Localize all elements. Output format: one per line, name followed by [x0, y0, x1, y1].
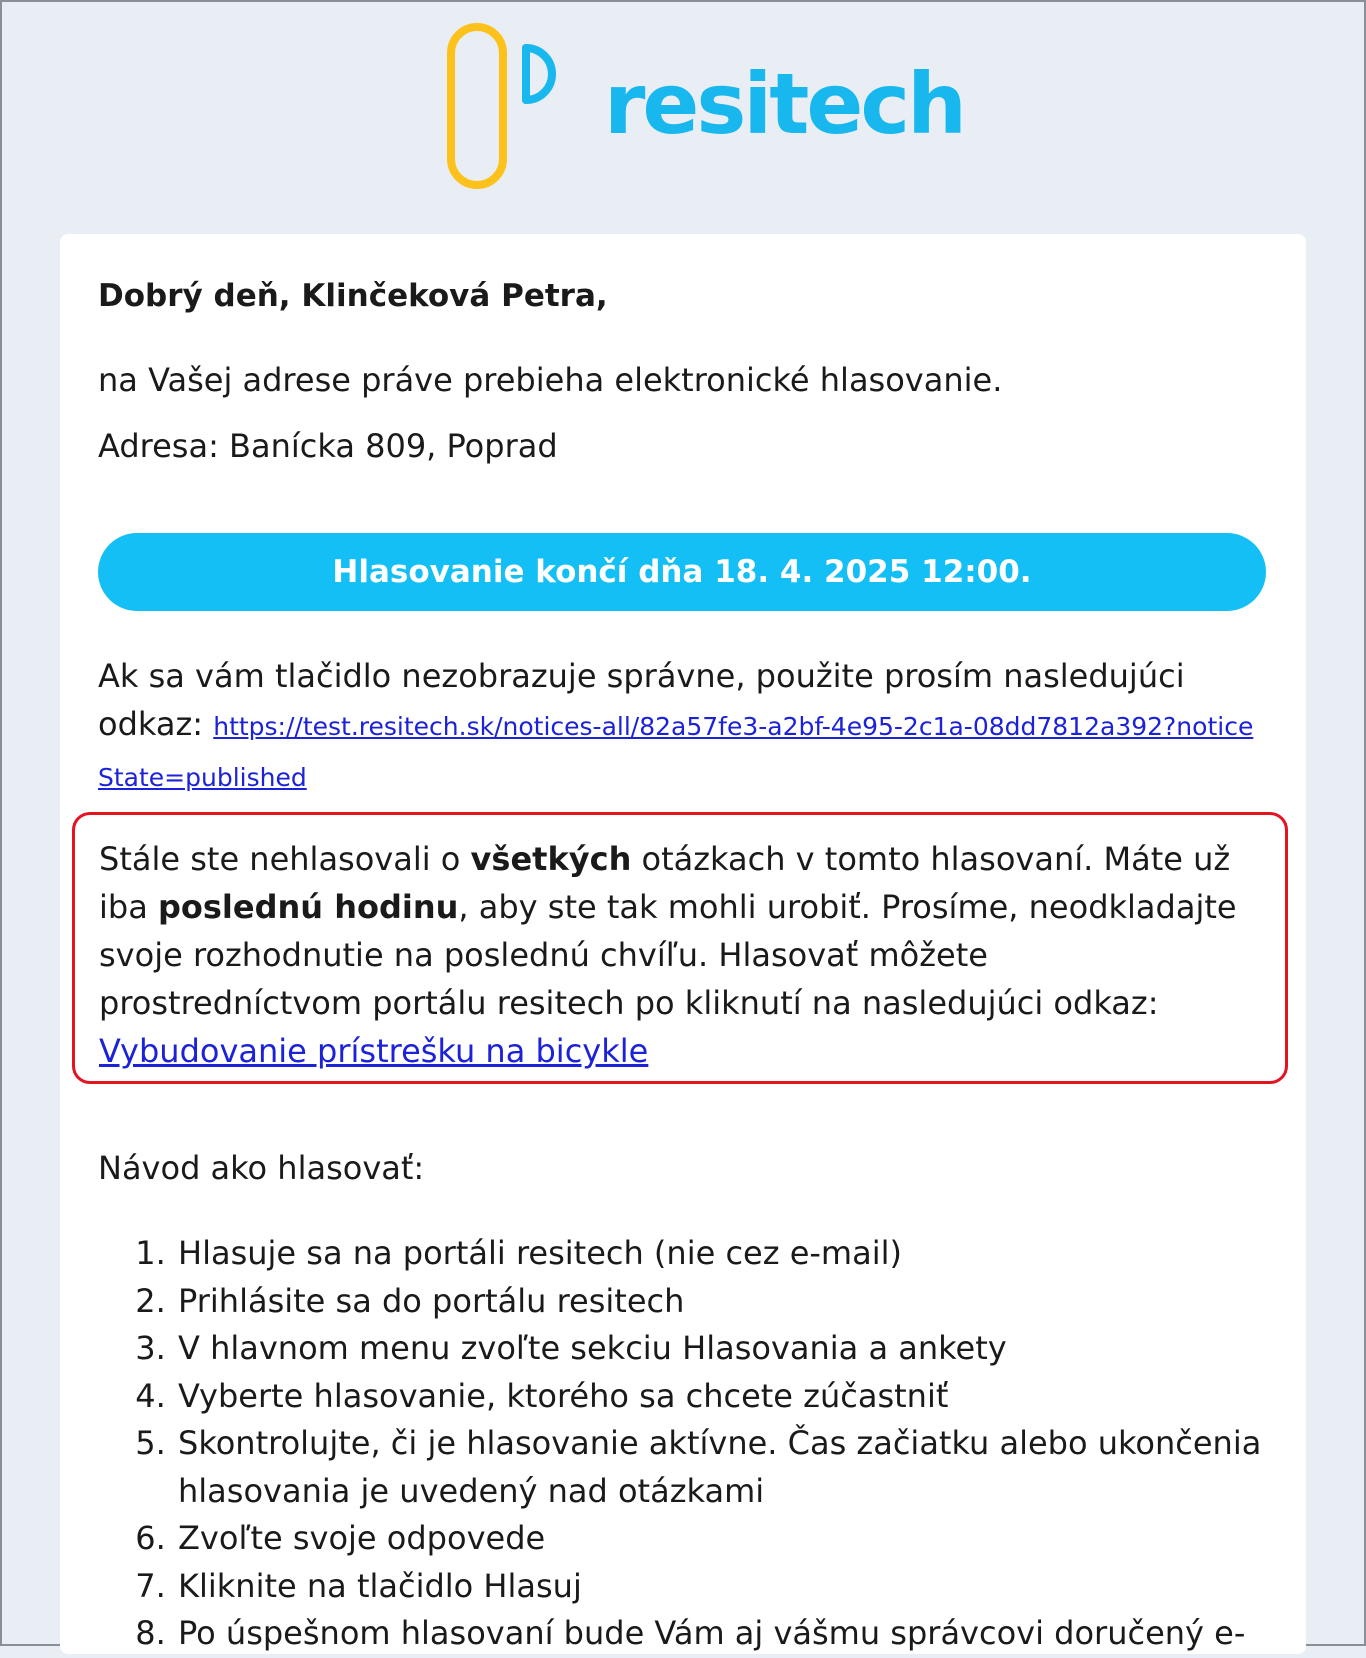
warning-text	[99, 835, 1261, 1075]
address-line	[98, 426, 558, 466]
step-item: 8. Po úspešnom hlasovaní bude Vám aj vášmu správcovi doručený e-	[176, 1610, 1356, 1658]
logo-wordmark: resitech	[604, 55, 964, 153]
greeting: Dobrý deň, Klinčeková Petra,	[98, 278, 608, 314]
step-item: 7. Kliknite na tlačidlo Hlasuj	[176, 1563, 1356, 1611]
voting-link[interactable]: Vybudovanie prístrešku na bicykle	[99, 1032, 649, 1070]
howto-title: Návod ako hlasovať:	[98, 1149, 425, 1187]
warning-emphasis-last-hour: poslednú hodinu	[157, 888, 459, 926]
warning-box	[72, 812, 1288, 1084]
resitech-logo	[446, 22, 964, 194]
step-item: 5. Skontrolujte, či je hlasovanie aktívne. Čas začiatku alebo ukončenia hlasovania je uvedený nad otázkami	[176, 1420, 1356, 1515]
deadline-button[interactable]: Hlasovanie končí dňa 18. 4. 2025 12:00.	[98, 533, 1266, 611]
fallback-text: Ak sa vám tlačidlo nezobrazuje správne, použite prosím nasledujúci odkaz:	[98, 657, 1185, 743]
fallback-link[interactable]: https://test.resitech.sk/notices-all/82a57fe3-a2bf-4e95-2c1a-08dd7812a392?noticeState=published	[98, 712, 1254, 792]
warning-text-part: otázkach v tomto hlasovaní. Máte už iba	[99, 840, 1231, 926]
howto-steps	[98, 1230, 1356, 1658]
warning-emphasis-all: všetkých	[470, 840, 632, 878]
address-value: Banícka 809, Poprad	[229, 427, 558, 465]
warning-text-part: Stále ste nehlasovali o	[99, 840, 471, 878]
warning-text-part: , aby ste tak mohli urobiť. Prosíme, neodkladajte svoje rozhodnutie na poslednú chvíľu. Hlasovať môžete prostredníctvom portálu resitech po kliknutí na nasledujúci odkaz:	[99, 888, 1237, 1022]
address-label: Adresa:	[98, 427, 219, 465]
step-item: 3. V hlavnom menu zvoľte sekciu Hlasovania a ankety	[176, 1325, 1356, 1373]
fallback-paragraph	[98, 652, 1268, 802]
step-item: 2. Prihlásite sa do portálu resitech	[176, 1278, 1356, 1326]
intro-text: na Vašej adrese práve prebieha elektronické hlasovanie.	[98, 361, 1003, 399]
step-item: 6. Zvoľte svoje odpovede	[176, 1515, 1356, 1563]
logo-mark-icon	[446, 22, 596, 194]
step-item: 1. Hlasuje sa na portáli resitech (nie cez e-mail)	[176, 1230, 1356, 1278]
step-item: 4. Vyberte hlasovanie, ktorého sa chcete zúčastniť	[176, 1373, 1356, 1421]
